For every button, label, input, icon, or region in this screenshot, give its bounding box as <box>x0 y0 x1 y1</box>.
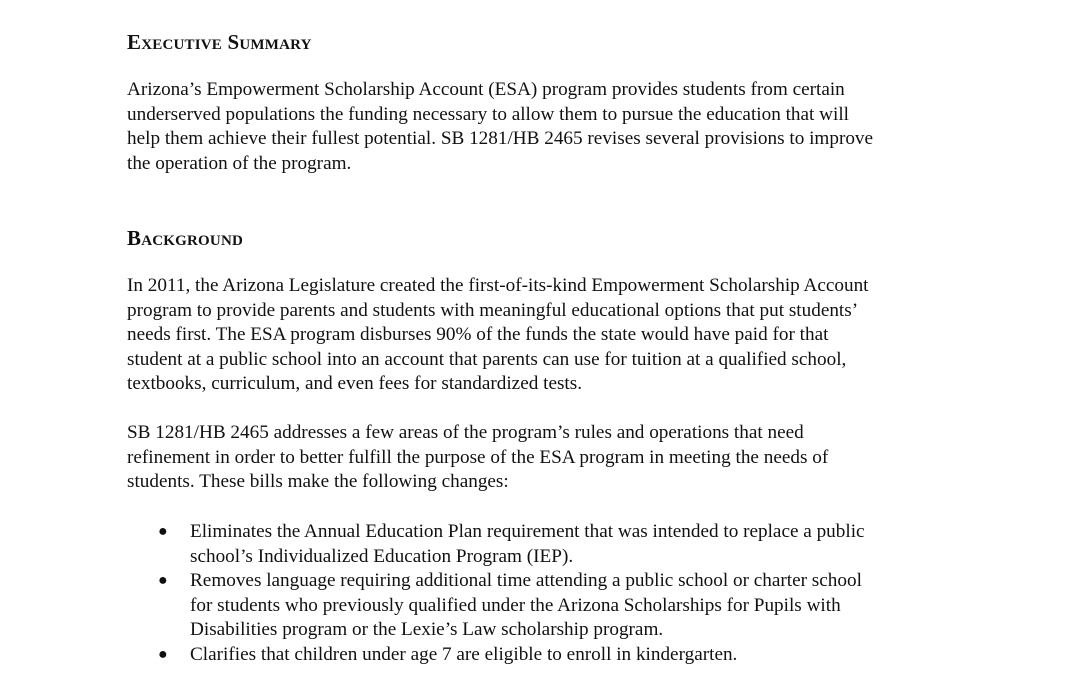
paragraph-line: students. These bills make the following changes: <box>127 471 509 492</box>
paragraph-line: SB 1281/HB 2465 addresses a few areas of the program’s rules and operations that need <box>127 422 804 443</box>
bullet-line: Removes language requiring additional time attending a public school or charter school <box>190 570 862 591</box>
executive-summary-paragraph <box>127 78 967 176</box>
bullet-line: school’s Individualized Education Program (IEP). <box>190 545 574 567</box>
bullet-line: for students who previously qualified under the Arizona Scholarships for Pupils with <box>190 594 841 616</box>
bullet-icon: ● <box>158 645 168 663</box>
paragraph-line: help them achieve their fullest potential. SB 1281/HB 2465 revises several provisions to improve <box>127 128 874 149</box>
background-paragraph-1 <box>127 274 967 397</box>
list-item <box>127 520 967 569</box>
changes-bullet-list <box>127 520 967 667</box>
executive-summary-heading: Executive Summary <box>127 30 312 54</box>
paragraph-line: needs first. The ESA program disburses 90% of the funds the state would have paid for that <box>127 324 829 345</box>
paragraph-line: student at a public school into an account that parents can use for tuition at a qualified school, <box>127 348 847 370</box>
bullet-line: Disabilities program or the Lexie’s Law scholarship program. <box>190 619 664 640</box>
list-item <box>127 569 967 643</box>
paragraph-line: In 2011, the Arizona Legislature created the first-of-its-kind Empowerment Scholarship Account <box>127 275 869 296</box>
paragraph-line: textbooks, curriculum, and even fees for standardized tests. <box>127 373 583 394</box>
bullet-icon: ● <box>158 572 168 589</box>
bullet-line: Clarifies that children under age 7 are eligible to enroll in kindergarten. <box>190 643 738 665</box>
bullet-icon: ● <box>158 523 168 540</box>
paragraph-line: program to provide parents and students with meaningful educational options that put students’ <box>127 299 859 321</box>
paragraph-line: the operation of the program. <box>127 152 352 174</box>
list-item <box>127 643 967 668</box>
bullet-line: Eliminates the Annual Education Plan requirement that was intended to replace a public <box>190 521 865 542</box>
paragraph-line: underserved populations the funding necessary to allow them to pursue the education that will <box>127 103 850 125</box>
paragraph-line: Arizona’s Empowerment Scholarship Account (ESA) program provides students from certain <box>127 79 845 100</box>
background-heading: Background <box>127 226 244 250</box>
background-paragraph-2 <box>127 421 967 495</box>
paragraph-line: refinement in order to better fulfill the purpose of the ESA program in meeting the needs of <box>127 446 829 468</box>
